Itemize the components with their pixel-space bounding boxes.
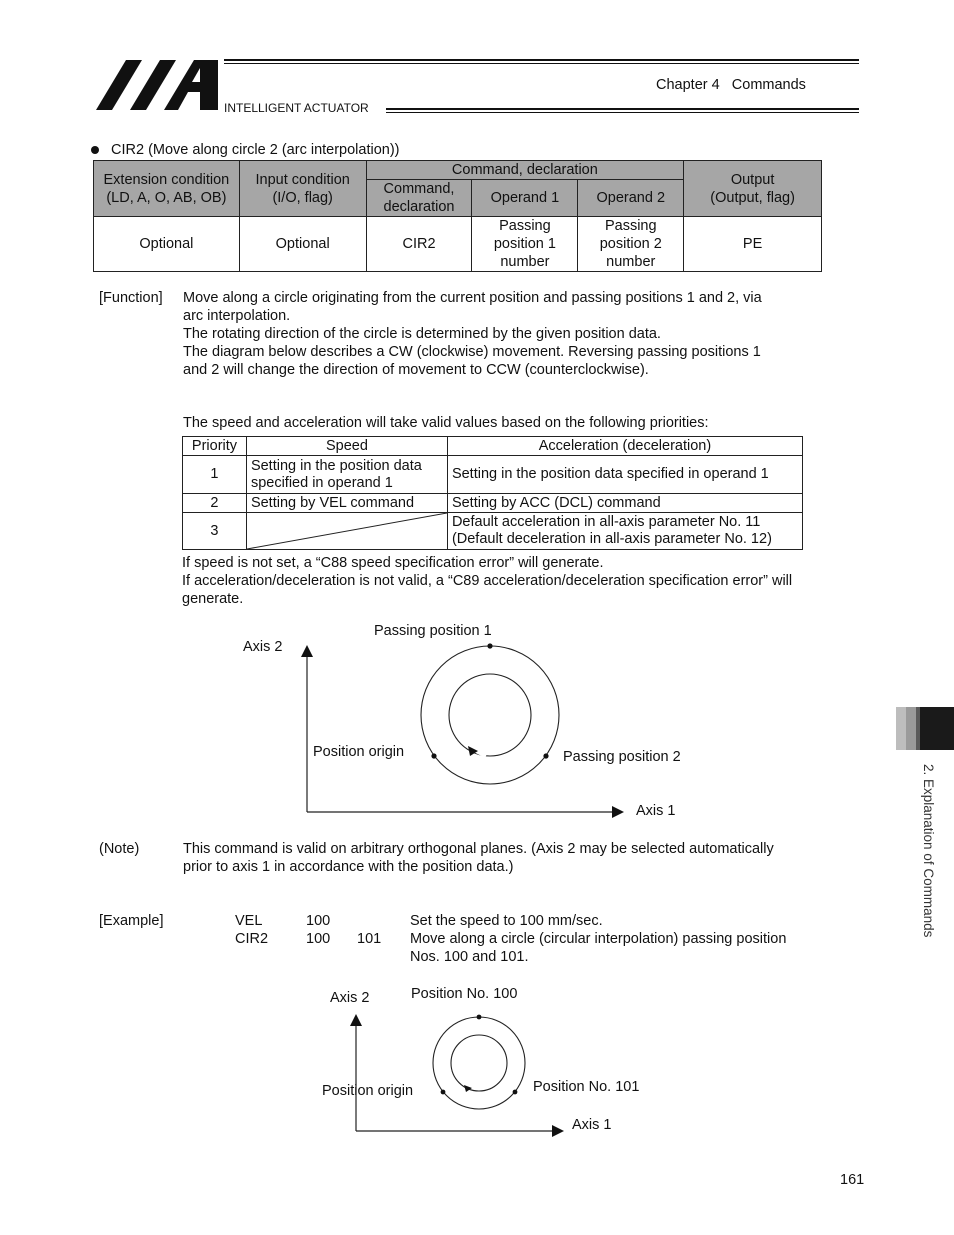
example-op1: 100 (306, 913, 331, 929)
position-origin-label: Position origin (322, 1083, 414, 1099)
chapter-title: Commands (731, 77, 806, 93)
header-command: Command, declaration (366, 180, 472, 217)
example-op1: 100 (306, 931, 331, 947)
pass1-dot (487, 643, 492, 648)
direction-arrow-icon (464, 1085, 472, 1092)
axis2-arrow-icon (301, 645, 313, 657)
side-tab-gradient (896, 707, 954, 750)
axis2-label: Axis 2 (243, 639, 283, 655)
position-100-label: Position No. 100 (411, 986, 518, 1002)
function-text: Move along a circle originating from the current position and passing positions 1 and 2, via arc interpolation. The rotating direction of the circle is determined by the given position data. The diagram below describes a CW (clockwise) movement. Reversing passing positions 1 and 2 will change the direction of movement to CCW (counterclockwise). (183, 290, 762, 378)
header-operand1: Operand 1 (472, 180, 578, 217)
side-tab-label: 2. Explanation of Commands (921, 764, 936, 938)
circle-diagram-2 (350, 1014, 564, 1137)
function-label: [Function] (99, 290, 163, 306)
accel-cell: Setting in the position data specified in operand 1 (447, 456, 802, 494)
cell-input: Optional (239, 217, 366, 272)
cell-output: PE (684, 217, 822, 272)
pass2-dot (543, 753, 548, 758)
example-cmd: CIR2 (235, 931, 269, 947)
position-origin-label: Position origin (313, 744, 405, 760)
cell-operand1: Passing position 1 number (472, 217, 578, 272)
axis1-label: Axis 1 (636, 803, 676, 819)
header-output: Output (Output, flag) (684, 161, 822, 217)
example-label: [Example] (99, 913, 164, 929)
axis2-label: Axis 2 (330, 990, 370, 1006)
outer-circle (421, 646, 559, 784)
example-desc-cont: Nos. 100 and 101. (410, 949, 529, 965)
speed-cell: Setting by VEL command (246, 494, 447, 513)
priority-cell: 3 (183, 513, 247, 550)
header-command-group: Command, declaration (366, 161, 684, 180)
axis1-label: Axis 1 (572, 1117, 612, 1133)
axis2-arrow-icon (350, 1014, 362, 1026)
cell-extension: Optional (94, 217, 240, 272)
accel-cell: Setting by ACC (DCL) command (447, 494, 802, 513)
header-extension-condition: Extension condition (LD, A, O, AB, OB) (94, 161, 240, 217)
pos100-dot (477, 1015, 482, 1020)
axis-lines (301, 645, 624, 818)
accel-cell: Default acceleration in all-axis parameter No. 11 (Default deceleration in all-axis parameter No. 12) (447, 513, 802, 550)
origin-dot (431, 753, 436, 758)
priority-cell: 1 (183, 456, 247, 494)
pos101-dot (513, 1090, 518, 1095)
axis1-arrow-icon (552, 1125, 564, 1137)
passing-position-2-label: Passing position 2 (563, 749, 681, 765)
header-operand2: Operand 2 (578, 180, 684, 217)
header-priority: Priority (183, 437, 247, 456)
section-title: CIR2 (Move along circle 2 (arc interpolation)) (111, 142, 400, 158)
inner-circle (449, 674, 531, 756)
priority-intro: The speed and acceleration will take valid values based on the following priorities: (183, 415, 709, 431)
axis1-arrow-icon (612, 806, 624, 818)
speed-cell: Setting in the position data specified in operand 1 (246, 456, 447, 494)
header-accel: Acceleration (deceleration) (447, 437, 802, 456)
note-label: (Note) (99, 841, 140, 857)
example-cmd: VEL (235, 913, 263, 929)
origin-dot (441, 1090, 446, 1095)
passing-position-1-label: Passing position 1 (374, 623, 492, 639)
page-number: 161 (840, 1172, 865, 1188)
cell-command: CIR2 (366, 217, 472, 272)
priority-cell: 2 (183, 494, 247, 513)
example-desc: Move along a circle (circular interpolation) passing position (410, 931, 787, 947)
position-101-label: Position No. 101 (533, 1079, 640, 1095)
note-text: This command is valid on arbitrary orthogonal planes. (Axis 2 may be selected automatically prior to axis 1 in accordance with the position data.) (183, 841, 774, 875)
outer-circle (433, 1017, 525, 1109)
example-op2: 101 (357, 931, 382, 947)
inner-circle (451, 1035, 507, 1091)
example-desc: Set the speed to 100 mm/sec. (410, 913, 603, 929)
error-text: If speed is not set, a “C88 speed specification error” will generate. If acceleration/deceleration is not valid, a “C89 acceleration/deceleration specification error” will generate. (182, 555, 793, 607)
cell-operand2: Passing position 2 number (578, 217, 684, 272)
header-input-condition: Input condition (I/O, flag) (239, 161, 366, 217)
chapter-number: Chapter 4 (656, 77, 720, 93)
header-speed: Speed (246, 437, 447, 456)
brand-text: INTELLIGENT ACTUATOR (224, 101, 369, 115)
